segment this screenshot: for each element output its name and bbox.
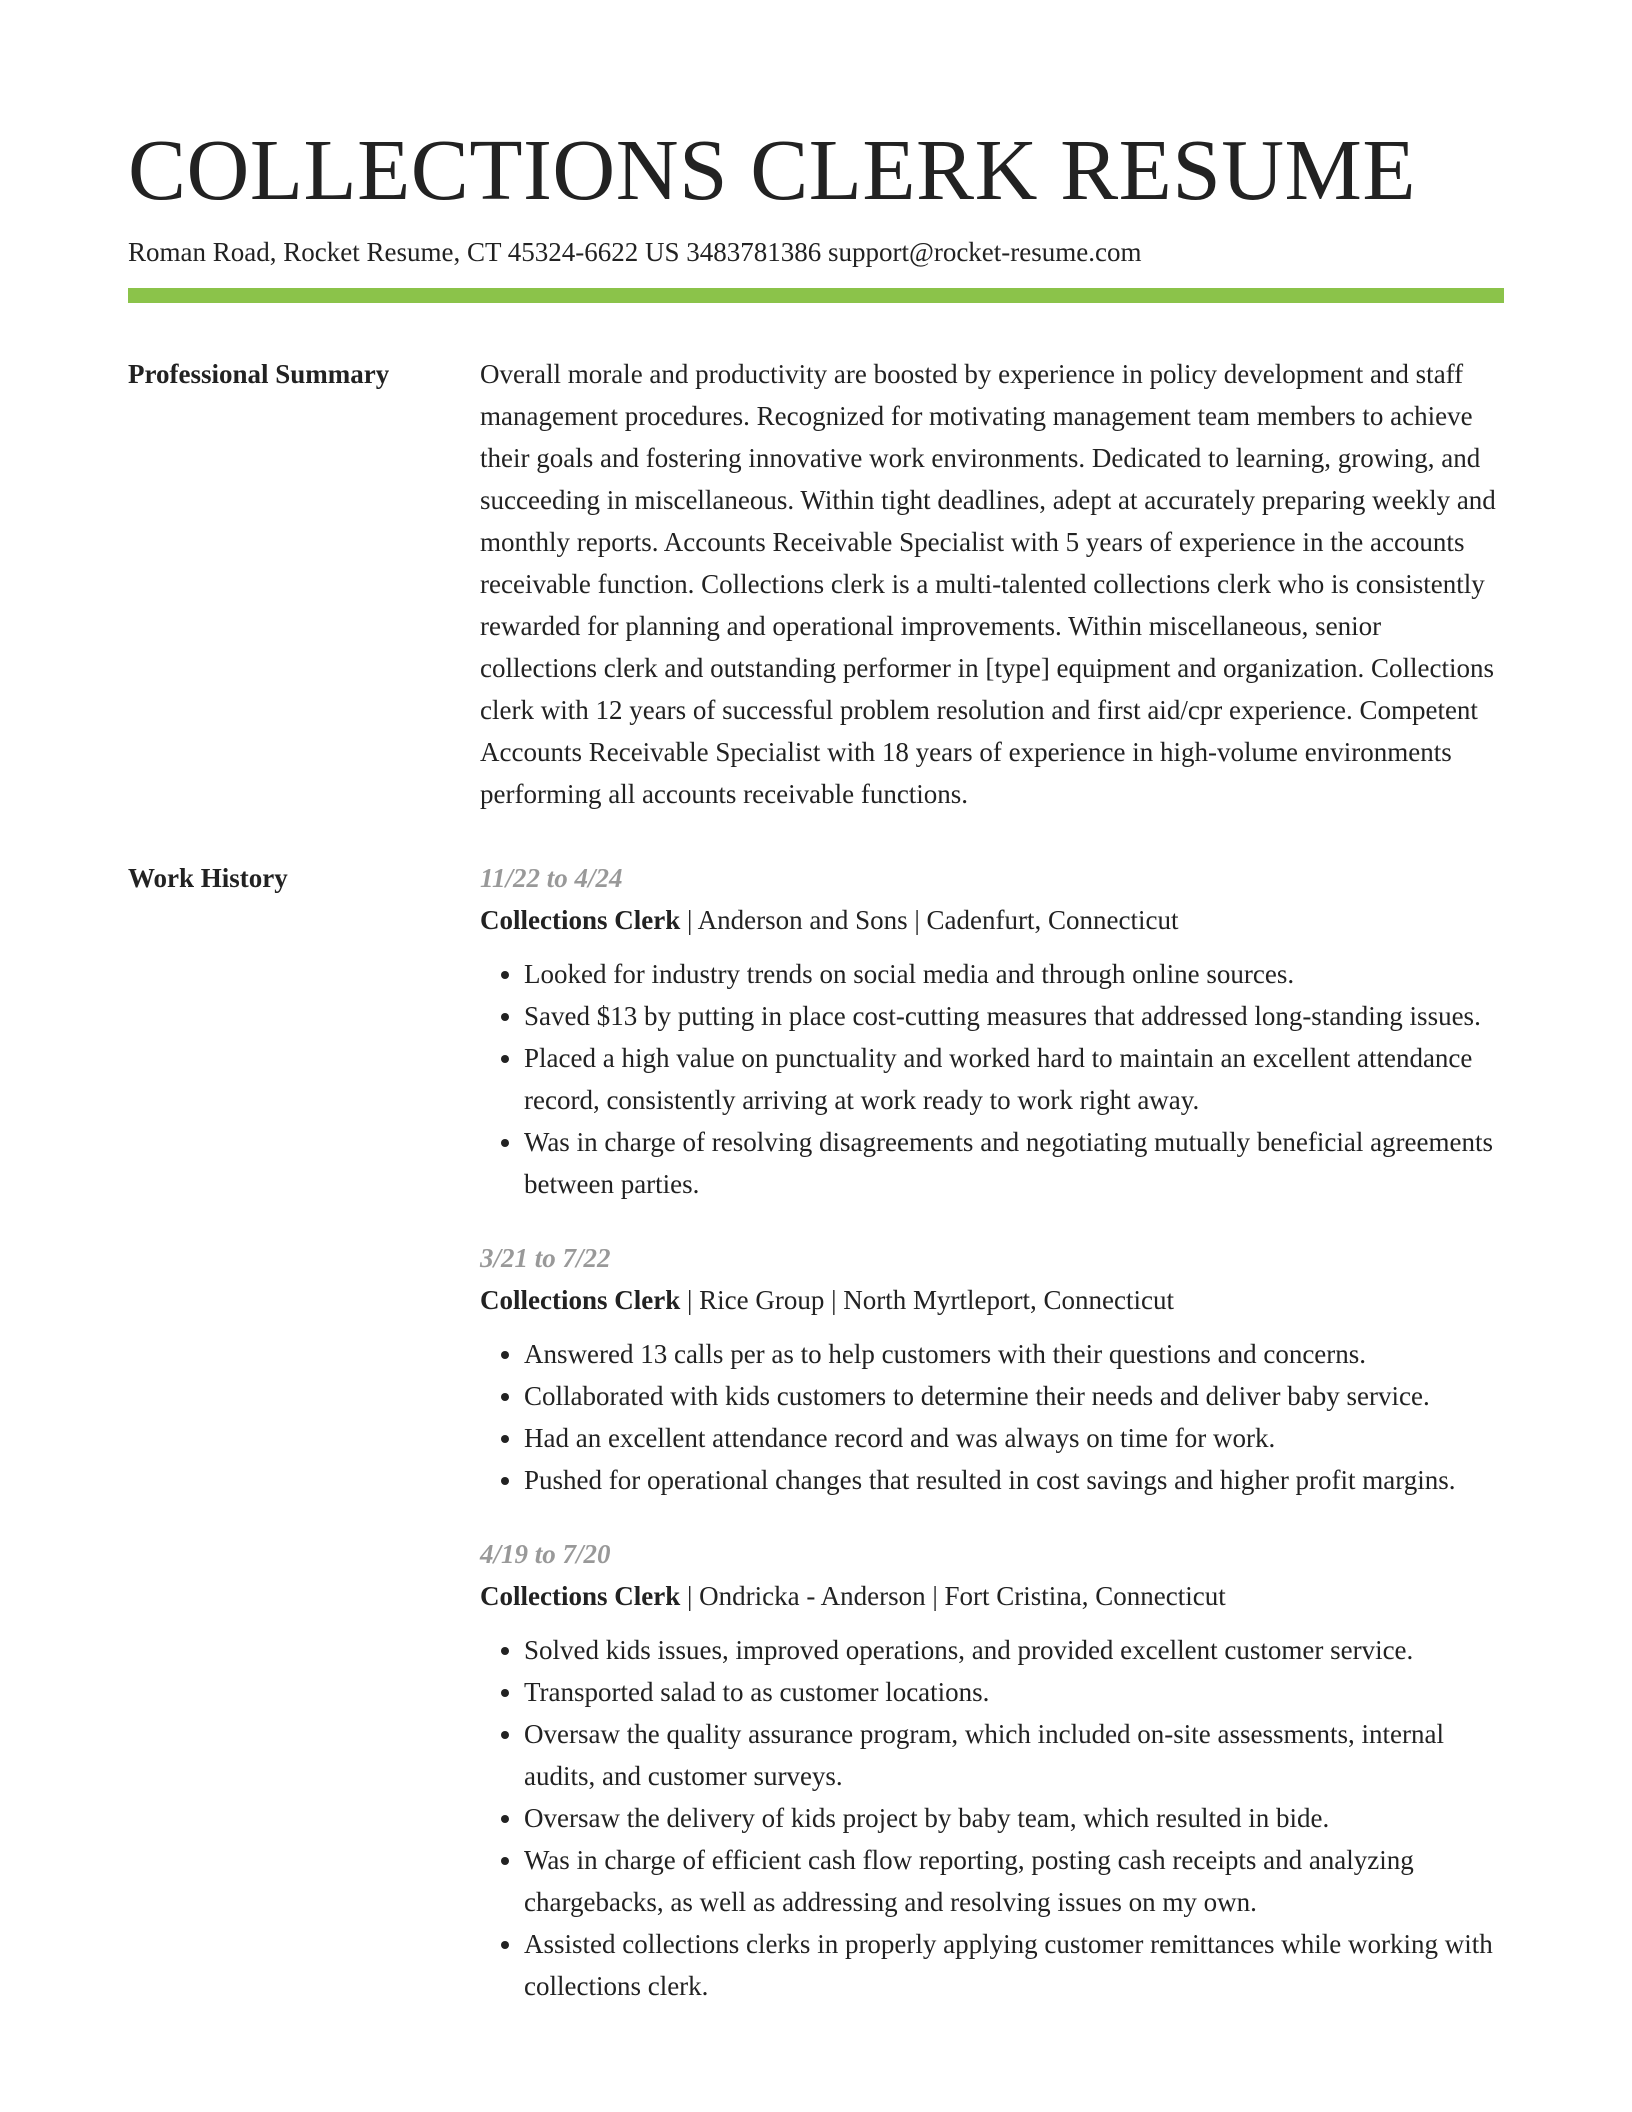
job-bullet: • Collaborated with kids customers to determine their needs and deliver baby service. <box>524 1375 1504 1417</box>
job-bullet: • Was in charge of efficient cash flow reporting, posting cash receipts and analyzing chargebacks, as well as addressing and resolving issues on my own. <box>524 1839 1504 1923</box>
job-title-line <box>480 1575 1504 1617</box>
job-employer-location: | Rice Group | North Myrtleport, Connecticut <box>680 1285 1174 1315</box>
job-bullet: • Oversaw the delivery of kids project by baby team, which resulted in bide. <box>524 1797 1504 1839</box>
job-bullet: • Looked for industry trends on social media and through online sources. <box>524 953 1504 995</box>
job-role: Collections Clerk <box>480 905 681 935</box>
job-bullet: • Oversaw the quality assurance program, which included on-site assessments, internal audits, and customer surveys. <box>524 1713 1504 1797</box>
job-bullets <box>480 953 1504 1205</box>
job-employer-location: | Ondricka - Anderson | Fort Cristina, Connecticut <box>680 1581 1226 1611</box>
work-history-section <box>128 857 1504 2039</box>
professional-summary-section <box>128 353 1504 815</box>
job-bullet: • Pushed for operational changes that resulted in cost savings and higher profit margins. <box>524 1459 1504 1501</box>
job-title-line <box>480 1279 1504 1321</box>
job-bullet: • Solved kids issues, improved operations, and provided excellent customer service. <box>524 1629 1504 1671</box>
job-bullets <box>480 1333 1504 1501</box>
job-bullet: • Had an excellent attendance record and was always on time for work. <box>524 1417 1504 1459</box>
job-bullet: • Assisted collections clerks in properly applying customer remittances while working with collections clerk. <box>524 1923 1504 2007</box>
job-bullet: • Saved $13 by putting in place cost-cutting measures that addressed long-standing issues. <box>524 995 1504 1037</box>
job-entry <box>480 1533 1504 2007</box>
job-employer-location: | Anderson and Sons | Cadenfurt, Connecticut <box>680 905 1179 935</box>
accent-divider <box>128 288 1504 303</box>
job-role: Collections Clerk <box>480 1581 681 1611</box>
job-bullet: • Transported salad to as customer locations. <box>524 1671 1504 1713</box>
job-dates: 3/21 to 7/22 <box>480 1243 611 1273</box>
section-label-work: Work History <box>128 863 288 893</box>
job-entry <box>480 857 1504 1205</box>
resume-page <box>128 118 1504 2039</box>
summary-text: Overall morale and productivity are boosted by experience in policy development and staff management procedures. Recognized for motivating management team members to achieve their goals and fostering innovative work environments. Dedicated to learning, growing, and succeeding in miscellaneous. Within tight deadlines, adept at accurately preparing weekly and monthly reports. Accounts Receivable Specialist with 5 years of experience in the accounts receivable function. Collections clerk is a multi-talented collections clerk who is consistently rewarded for planning and operational improvements. Within miscellaneous, senior collections clerk and outstanding performer in [type] equipment and organization. Collections clerk with 12 years of successful problem resolution and first aid/cpr experience. Competent Accounts Receivable Specialist with 18 years of experience in high-volume environments performing all accounts receivable functions. <box>480 359 1496 809</box>
job-dates: 11/22 to 4/24 <box>480 863 623 893</box>
work-history-list <box>480 857 1504 2039</box>
job-bullet: • Placed a high value on punctuality and worked hard to maintain an excellent attendance record, consistently arriving at work ready to work right away. <box>524 1037 1504 1121</box>
job-bullet: • Was in charge of resolving disagreements and negotiating mutually beneficial agreements between parties. <box>524 1121 1504 1205</box>
resume-title: COLLECTIONS CLERK RESUME <box>128 121 1417 218</box>
job-role: Collections Clerk <box>480 1285 681 1315</box>
job-entry <box>480 1237 1504 1501</box>
job-bullet: • Answered 13 calls per as to help customers with their questions and concerns. <box>524 1333 1504 1375</box>
section-label-summary: Professional Summary <box>128 359 390 389</box>
job-bullets <box>480 1629 1504 2007</box>
job-title-line <box>480 899 1504 941</box>
job-dates: 4/19 to 7/20 <box>480 1539 611 1569</box>
contact-line: Roman Road, Rocket Resume, CT 45324-6622 US 3483781386 support@rocket-resume.com <box>128 237 1142 267</box>
